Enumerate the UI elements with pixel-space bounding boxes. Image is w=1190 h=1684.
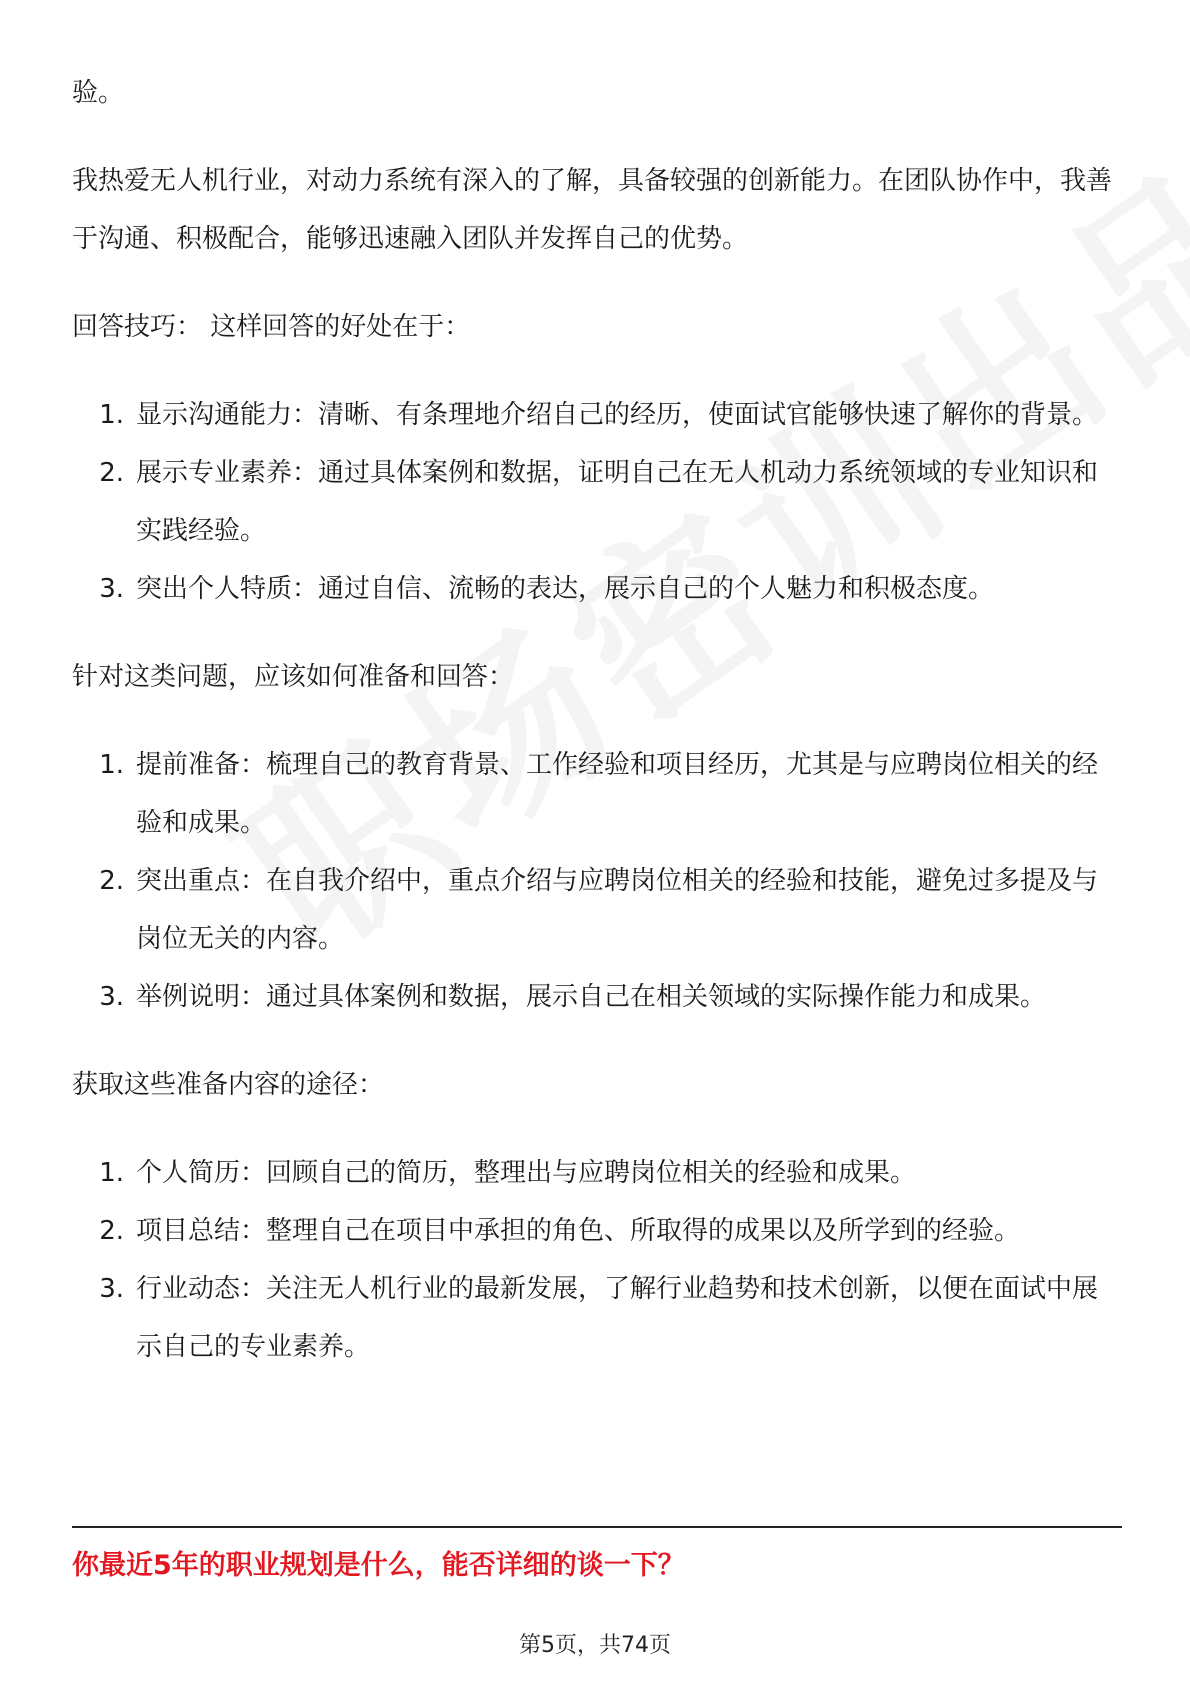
list-text: 行业动态：关注无人机行业的最新发展，了解行业趋势和技术创新，以便在面试中展示自己的专业素养。 <box>136 1274 1099 1362</box>
intro-paragraph: 我热爱无人机行业，对动力系统有深入的了解，具备较强的创新能力。在团队协作中，我善于沟通、积极配合，能够迅速融入团队并发挥自己的优势。 <box>72 166 1113 254</box>
list-text: 项目总结：整理自己在项目中承担的角色、所取得的成果以及所学到的经验。 <box>136 1216 1021 1246</box>
tip-heading: 回答技巧： 这样回答的好处在于： <box>72 312 471 342</box>
list-text: 突出个人特质：通过自信、流畅的表达，展示自己的个人魅力和积极态度。 <box>136 574 995 604</box>
sources-list <box>72 1144 1122 1376</box>
list-text: 举例说明：通过具体案例和数据，展示自己在相关领域的实际操作能力和成果。 <box>136 982 1047 1012</box>
list-number: 2. <box>99 866 124 896</box>
page-number: 第5页，共74页 <box>519 1633 671 1658</box>
list-number: 3. <box>99 1274 124 1304</box>
tips-list <box>72 386 1122 618</box>
list-item <box>72 852 1122 968</box>
list-number: 3. <box>99 574 124 604</box>
list-text: 个人简历：回顾自己的简历，整理出与应聘岗位相关的经验和成果。 <box>136 1158 917 1188</box>
list-text: 展示专业素养：通过具体案例和数据，证明自己在无人机动力系统领域的专业知识和实践经验。 <box>136 458 1099 546</box>
list-item <box>72 444 1122 560</box>
list-item <box>72 386 1122 444</box>
prep-list <box>72 736 1122 1026</box>
section-divider <box>72 1526 1122 1528</box>
list-number: 1. <box>99 400 124 430</box>
list-number: 1. <box>99 750 124 780</box>
list-item <box>72 1144 1122 1202</box>
list-number: 1. <box>99 1158 124 1188</box>
list-text: 显示沟通能力：清晰、有条理地介绍自己的经历，使面试官能够快速了解你的背景。 <box>136 400 1099 430</box>
list-text: 提前准备：梳理自己的教育背景、工作经验和项目经历，尤其是与应聘岗位相关的经验和成果。 <box>136 750 1099 838</box>
list-item <box>72 1260 1122 1376</box>
prep-heading: 针对这类问题，应该如何准备和回答： <box>72 662 515 692</box>
list-item <box>72 736 1122 852</box>
list-text: 突出重点：在自我介绍中，重点介绍与应聘岗位相关的经验和技能，避免过多提及与岗位无关的内容。 <box>136 866 1099 954</box>
list-item <box>72 560 1122 618</box>
source-heading: 获取这些准备内容的途径： <box>72 1070 385 1100</box>
list-number: 3. <box>99 982 124 1012</box>
next-question-title: 你最近5年的职业规划是什么，能否详细的谈一下？ <box>72 1550 685 1581</box>
list-item <box>72 968 1122 1026</box>
page-content <box>72 64 1122 1376</box>
list-number: 2. <box>99 1216 124 1246</box>
list-item <box>72 1202 1122 1260</box>
list-number: 2. <box>99 458 124 488</box>
top-fragment: 验。 <box>72 78 125 108</box>
